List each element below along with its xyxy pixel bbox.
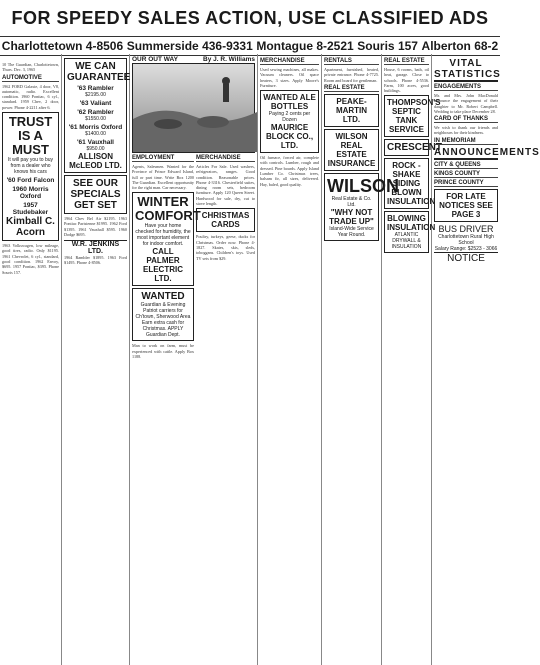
employment-text: Agents, Salesmen. Wanted for the Province of Prince Edward Island, full or part time. Write Box 1200 The Guardian. Excellent opportunity for the right man. Car necessary. — [132, 164, 194, 191]
guarantee-car-4: '61 Morris Oxford — [68, 124, 123, 131]
notice-title: NOTICE — [434, 252, 498, 264]
automotive-header: AUTOMOTIVE — [2, 75, 59, 82]
wilson-big: WILSON — [327, 175, 399, 196]
merch-text-2: Oil furnace, forced air, complete with controls. Lumber, rough and dressed. Pine boards. Apply Island Lumber Co. Christmas trees, balsam fir, all sizes, delivered. Hay, baled, good quality. — [260, 155, 319, 187]
ad-rock-shake — [384, 158, 436, 209]
christmas-cards: CHRISTMAS CARDS — [201, 211, 250, 230]
column-our-way — [130, 54, 258, 665]
employment-text-2: Man to work on farm, must be experienced with cattle. Apply Box 1188. — [132, 343, 194, 360]
wanted-bottles: WANTED ALE BOTTLES — [263, 93, 316, 112]
winter-comfort: WINTER COMFORT — [135, 194, 201, 224]
phone-souris: Souris 157 — [357, 39, 418, 53]
employment-header: EMPLOYMENT — [132, 155, 194, 162]
car-2: 1960 Morris Oxford — [12, 186, 49, 201]
thompson-septic: THOMPSON'S SEPTIC TANK SERVICE — [387, 98, 441, 135]
maurice-block: MAURICE BLOCK CO., LTD. — [265, 123, 314, 151]
card-thanks-header: CARD OF THANKS — [434, 116, 498, 123]
guarantee-text: 1964 Chev Bel Air $2195. 1963 Pontiac Parisienne $1995. 1962 Ford $1395. 1961 Vauxhall $595. 1960 Dodge $695. — [64, 216, 127, 237]
guarantee-text-2: 1964 Rambler $1895. 1963 Ford $1495. Phone 4-8506. — [64, 255, 127, 266]
page-banner: FOR SPEEDY SALES ACTION, USE CLASSIFIED ADS — [11, 8, 489, 28]
guarantee-car-1: '63 Rambler — [77, 85, 114, 92]
guarantee-price-4: $950.00 — [86, 146, 105, 152]
kings-header: KINGS COUNTY — [434, 171, 498, 178]
ad-thompson-septic — [384, 95, 441, 137]
our-way-subcols — [132, 153, 255, 359]
winter-call: CALL — [152, 247, 174, 257]
rock-shake: ROCK - SHAKE SIDING BLOWN INSULATION — [387, 161, 436, 207]
cartoon-drawing — [133, 64, 257, 152]
wilson-sub: Real Estate & Co. Ltd. — [331, 195, 372, 208]
services-text-1: House, 6 rooms, bath, oil heat, garage. Close to schools. Phone 4-5536. Farm, 100 acres, good buildings. — [384, 67, 429, 94]
real-estate-header: REAL ESTATE — [324, 85, 379, 92]
guarantee-car-3: '62 Rambler — [77, 109, 114, 116]
auto-text-2: 1963 Volkswagen, low mileage, good tires, radio. Only $1195. 1961 Chevrolet, 6 cyl., standard, good condition. 1962 Envoy, $695. 1957 Pontiac, $395. Phone Souris 157. — [2, 243, 59, 275]
bottle-price: Paying 2 cents per Dozen — [268, 111, 311, 124]
ad-christmas-cards — [196, 208, 255, 232]
merchandise-col-a — [196, 153, 255, 359]
engagements-text: Mr. and Mrs. John MacDonald announce the engagement of their daughter to Mr. Robert Campbell. Wedding to take place December 28. — [434, 93, 498, 114]
earn-cash: Earn extra cash for Christmas. APPLY Guardian Dept. — [141, 320, 185, 339]
island-wide: Island-Wide Service Year Round. — [329, 225, 374, 238]
phone-summerside: Summerside 436-9331 — [126, 39, 253, 53]
cartoon-author: By J. R. Williams — [203, 56, 255, 63]
merchandise-header-a: MERCHANDISE — [196, 155, 255, 162]
guarantee-price-1: $2195.00 — [85, 92, 106, 98]
cartoon-title: OUR OUT WAY — [132, 56, 178, 63]
ad-crescent — [384, 139, 443, 156]
guarantee-price-3: $1400.00 — [85, 131, 106, 137]
real-estate-header-2: REAL ESTATE — [384, 58, 429, 65]
ad-wilson-big — [324, 173, 399, 241]
atlantic-drywall: ATLANTIC DRYWALL & INSULATION — [391, 232, 422, 251]
guarantee-car-5: '61 Vauxhall — [77, 139, 114, 146]
column-services — [382, 54, 443, 665]
trust-sub: It will pay you to buy from a dealer who knows his cars — [7, 157, 54, 176]
engagements-header: ENGAGEMENTS — [434, 84, 498, 91]
car-1: '60 Ford Falcon — [6, 177, 55, 185]
merchandise-text-a: Articles For Sale. Used washers, refrigerators, ranges. Good condition. Reasonable prices. Phone 4-3316. Chesterfield suites, dining room sets, bedroom furniture. Apply 120 Queen Street. Hardwood for sale, dry, cut to stove length. — [196, 164, 255, 207]
kimball-name: Kimball C. Acorn — [6, 216, 55, 239]
ad-see-our-specials — [64, 175, 127, 214]
guarantee-car-2: '63 Valiant — [79, 100, 112, 107]
allison-dealer: ALLISON McLEOD LTD. — [69, 152, 122, 170]
winter-sub: Have your home checked for humidity, the most important element for indoor comfort. — [135, 223, 191, 248]
wrj-dealer: W.R. JENKINS LTD. — [64, 240, 127, 255]
employment-col — [132, 153, 201, 360]
see-our-specials: SEE OUR SPECIALS GET SET — [70, 178, 121, 211]
in-memoriam-header: IN MEMORIAM — [434, 138, 498, 145]
ad-trust — [2, 112, 59, 241]
phone-charlottetown: Charlottetown 4-8506 — [1, 39, 124, 53]
column-rentals — [322, 54, 399, 665]
cartoon-header — [132, 56, 255, 63]
column-guarantee — [62, 54, 130, 665]
column-vital — [432, 54, 540, 665]
ad-winter-comfort — [132, 192, 201, 286]
ad-late-notices — [434, 189, 498, 222]
peake-martin: PEAKE-MARTIN LTD. — [335, 96, 368, 124]
column-automotive — [0, 54, 62, 665]
vital-header: VITAL STATISTICS — [434, 58, 501, 80]
rentals-header: RENTALS — [324, 58, 379, 65]
blowing-insulation: BLOWING INSULATION — [387, 214, 436, 233]
trust-title: TRUST IS A MUST — [8, 114, 53, 158]
why-not-trade: "WHY NOT TRADE UP" — [329, 207, 374, 226]
city-header: CITY & QUEENS — [434, 162, 498, 169]
salary-range: Salary Range: $2523 - 3066 — [434, 245, 498, 252]
phone-bar — [0, 36, 500, 56]
school-name: Charlottetown Rural High School — [438, 233, 494, 246]
cartoon-image — [132, 63, 255, 153]
phone-alberton: Alberton 68-2 — [421, 39, 499, 53]
bus-driver: BUS DRIVER — [438, 223, 494, 234]
phone-montague: Montague 8-2521 — [256, 39, 354, 53]
ad-peake-martin — [324, 94, 379, 127]
ad-ale-bottles — [260, 90, 319, 153]
dateline: 10 The Guardian, Charlottetown, Thurs. Dec. 3, 1965 — [2, 62, 59, 73]
guarantee-price-2: $1550.00 — [85, 116, 106, 122]
column-merchandise — [258, 54, 322, 665]
announcements-header: ANNOUNCEMENTS — [434, 146, 540, 158]
ad-we-can-guarantee — [64, 58, 131, 173]
car-3: 1957 Studebaker — [12, 202, 49, 217]
card-thanks-text: We wish to thank our friends and neighbours for their kindness. — [434, 125, 498, 136]
merch-text-1: Used sewing machines, all makes. Vacuum cleaners. Oil space heaters, 3 sizes. Apply Moore's Furniture. — [260, 67, 319, 88]
merchandise-text-b: Poultry, turkeys, geese, ducks for Christmas. Order now. Phone 4-1827. Skates, skis, sleds, toboggans. Children's toys. Used TV sets from $29. — [196, 234, 255, 261]
auto-text-1: 1962 FORD Galaxie, 4 door, V8, automatic, radio. Excellent condition. 1960 Pontiac, 6 cyl., standard. 1959 Chev, 2 door, power. Phone 4-2211 after 6. — [2, 83, 59, 110]
late-notices: FOR LATE NOTICES SEE PAGE 3 — [439, 191, 493, 219]
guarantee-title: WE CAN GUARANTEE — [67, 61, 131, 83]
ad-wilson-insurance — [324, 129, 379, 171]
ad-blowing — [384, 211, 436, 253]
wanted-title: WANTED — [141, 291, 185, 303]
prince-header: PRINCE COUNTY — [434, 180, 498, 187]
rentals-text-1: Apartment, furnished, heated, private entrance. Phone 4-7725. Room and board for gentleman. — [324, 67, 379, 83]
ad-wanted-carriers — [132, 288, 194, 341]
palmer-electric: PALMER ELECTRIC LTD. — [143, 256, 183, 284]
crescent: CRESCENT — [387, 142, 443, 154]
wilson-insurance: WILSON REAL ESTATE INSURANCE — [327, 131, 376, 168]
guardian-carriers: Guardian & Evening Patriot carriers for Ch'town, Sherwood Area — [135, 302, 191, 321]
merchandise-header: MERCHANDISE — [260, 58, 319, 65]
